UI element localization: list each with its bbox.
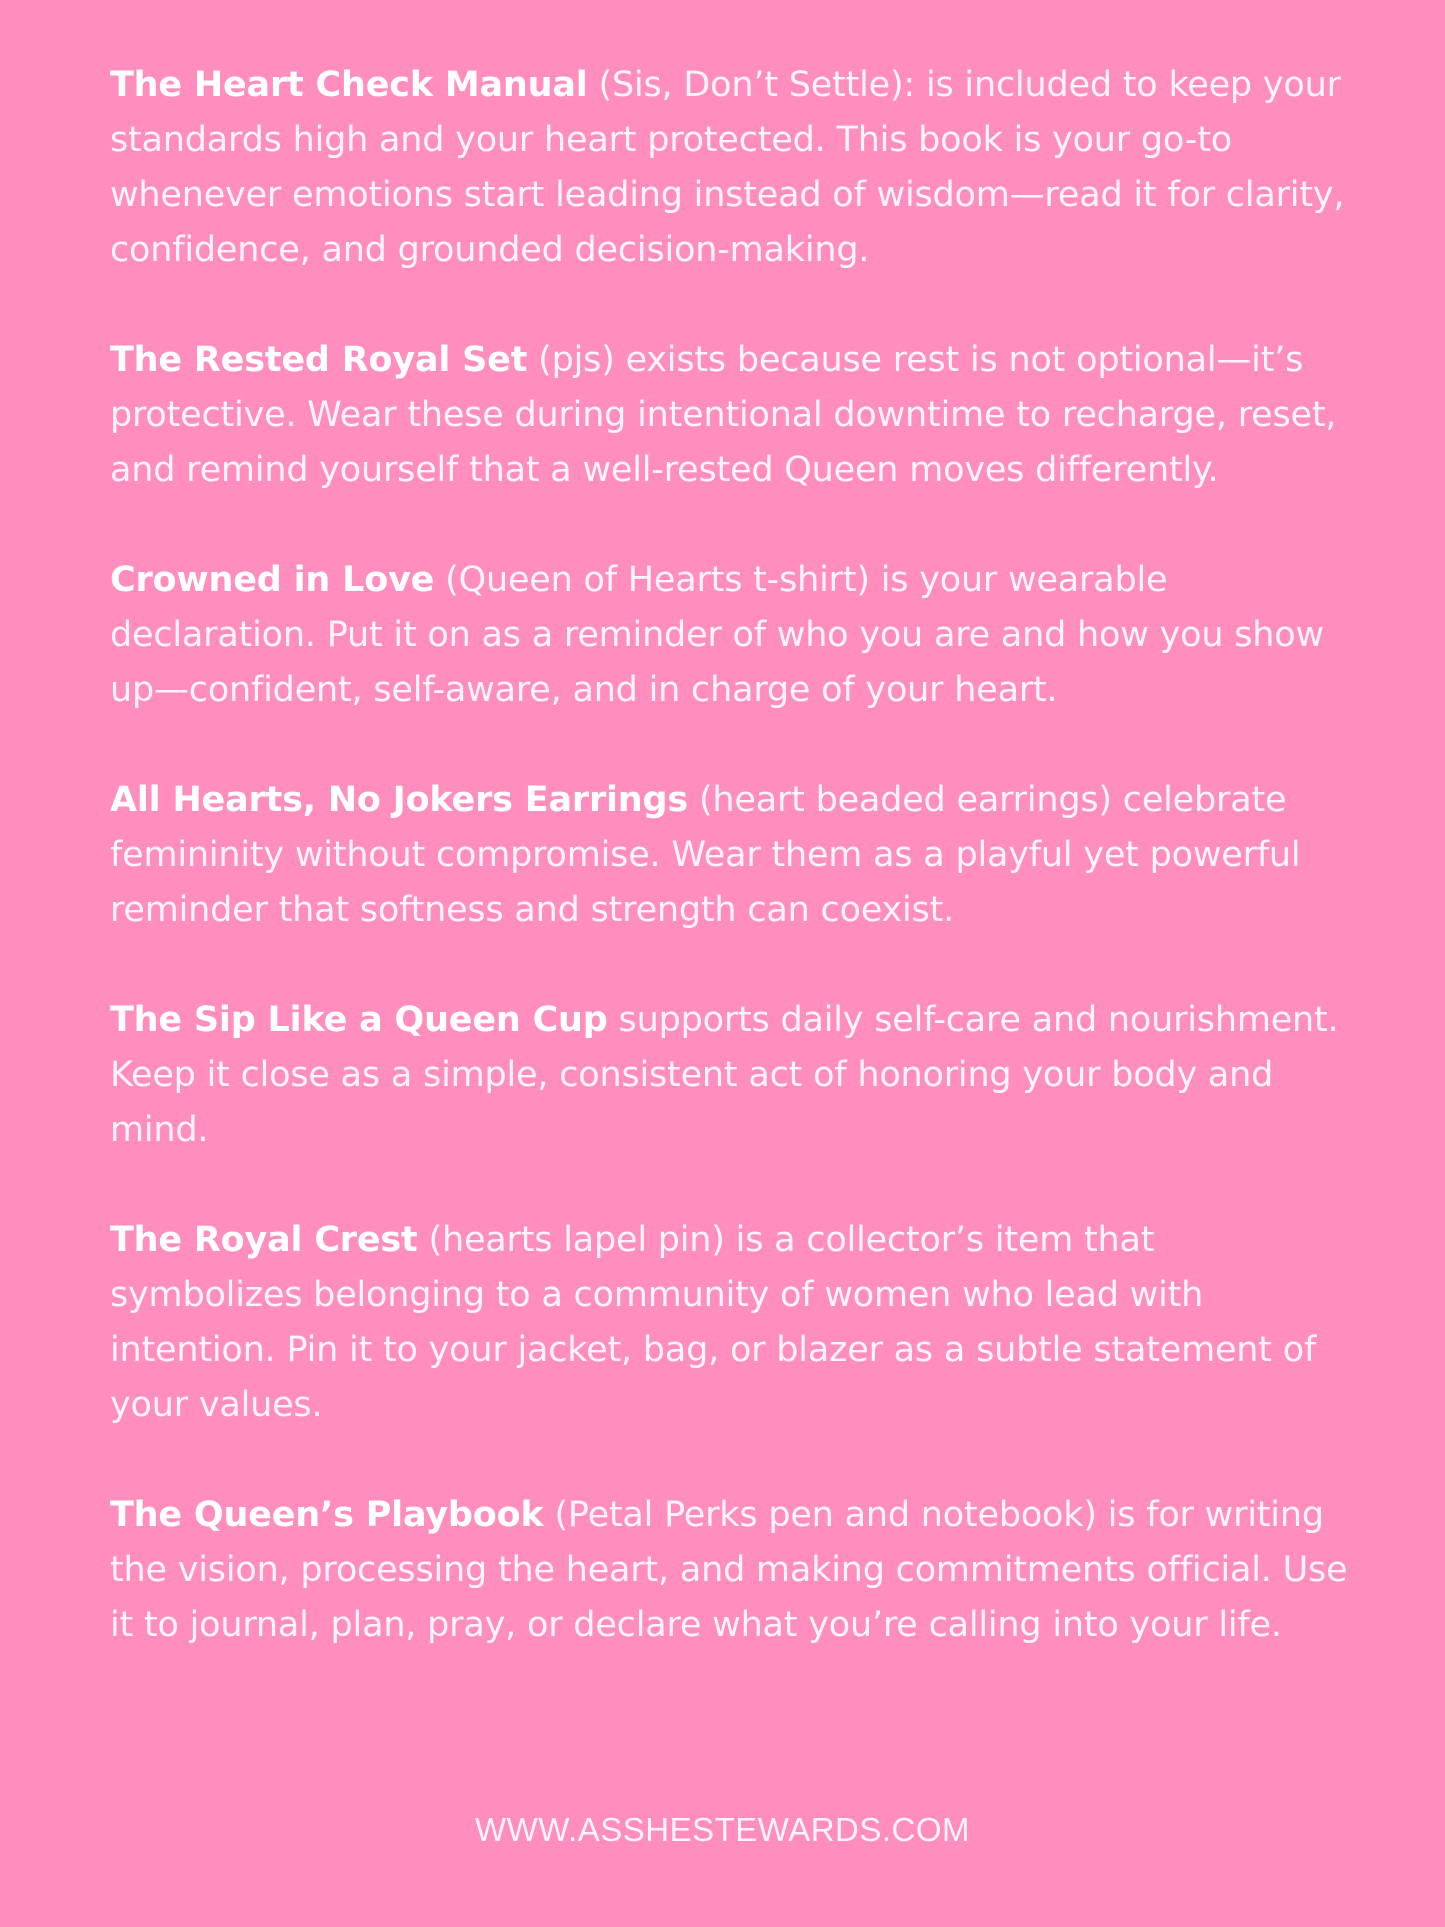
paragraph-lead: The Sip Like a Queen Cup <box>110 1000 608 1040</box>
paragraph-lead: The Heart Check Manual <box>110 65 588 105</box>
paragraph-body: (Sis, Don’t Settle): is included to keep your standards high and your heart protected. This book is your go-to whenever emotions start leading instead of wisdom—read it for clarity, confidence, and grounded decision-making. <box>110 65 1345 270</box>
product-descriptions <box>110 58 1350 1708</box>
paragraph-earrings <box>110 773 1350 938</box>
paragraph-body: (hearts lapel pin) is a collector’s item that symbolizes belonging to a community of women who lead with intention. Pin it to your jacket, bag, or blazer as a subtle statement of your values. <box>110 1220 1317 1425</box>
paragraph-royal-crest <box>110 1213 1350 1433</box>
paragraph-lead: The Royal Crest <box>110 1220 418 1260</box>
paragraph-body: (Petal Perks pen and notebook) is for writing the vision, processing the heart, and making commitments official. Use it to journal, plan, pray, or declare what you’re calling into your life. <box>110 1495 1348 1645</box>
paragraph-queen-cup <box>110 993 1350 1158</box>
paragraph-body: supports daily self-care and nourishment. Keep it close as a simple, consistent act of honoring your body and mind. <box>110 1000 1339 1150</box>
paragraph-lead: The Queen’s Playbook <box>110 1495 544 1535</box>
paragraph-body: (pjs) exists because rest is not optional—it’s protective. Wear these during intentional downtime to recharge, reset, and remind yourself that a well-rested Queen moves differently. <box>110 340 1337 490</box>
paragraph-rested-royal-set <box>110 333 1350 498</box>
website-url: WWW.ASSHESTEWARDS.COM <box>474 1811 971 1848</box>
paragraph-heart-check-manual <box>110 58 1350 278</box>
paragraph-body: (Queen of Hearts t-shirt) is your wearable declaration. Put it on as a reminder of who you are and how you show up—confident, self-aware, and in charge of your heart. <box>110 560 1324 710</box>
paragraph-lead: Crowned in Love <box>110 560 435 600</box>
paragraph-lead: All Hearts, No Jokers Earrings <box>110 780 689 820</box>
paragraph-body: (heart beaded earrings) celebrate femininity without compromise. Wear them as a playful yet powerful reminder that softness and strength can coexist. <box>110 780 1301 930</box>
paragraph-crowned-in-love <box>110 553 1350 718</box>
paragraph-queens-playbook <box>110 1488 1350 1653</box>
paragraph-lead: The Rested Royal Set <box>110 340 528 380</box>
